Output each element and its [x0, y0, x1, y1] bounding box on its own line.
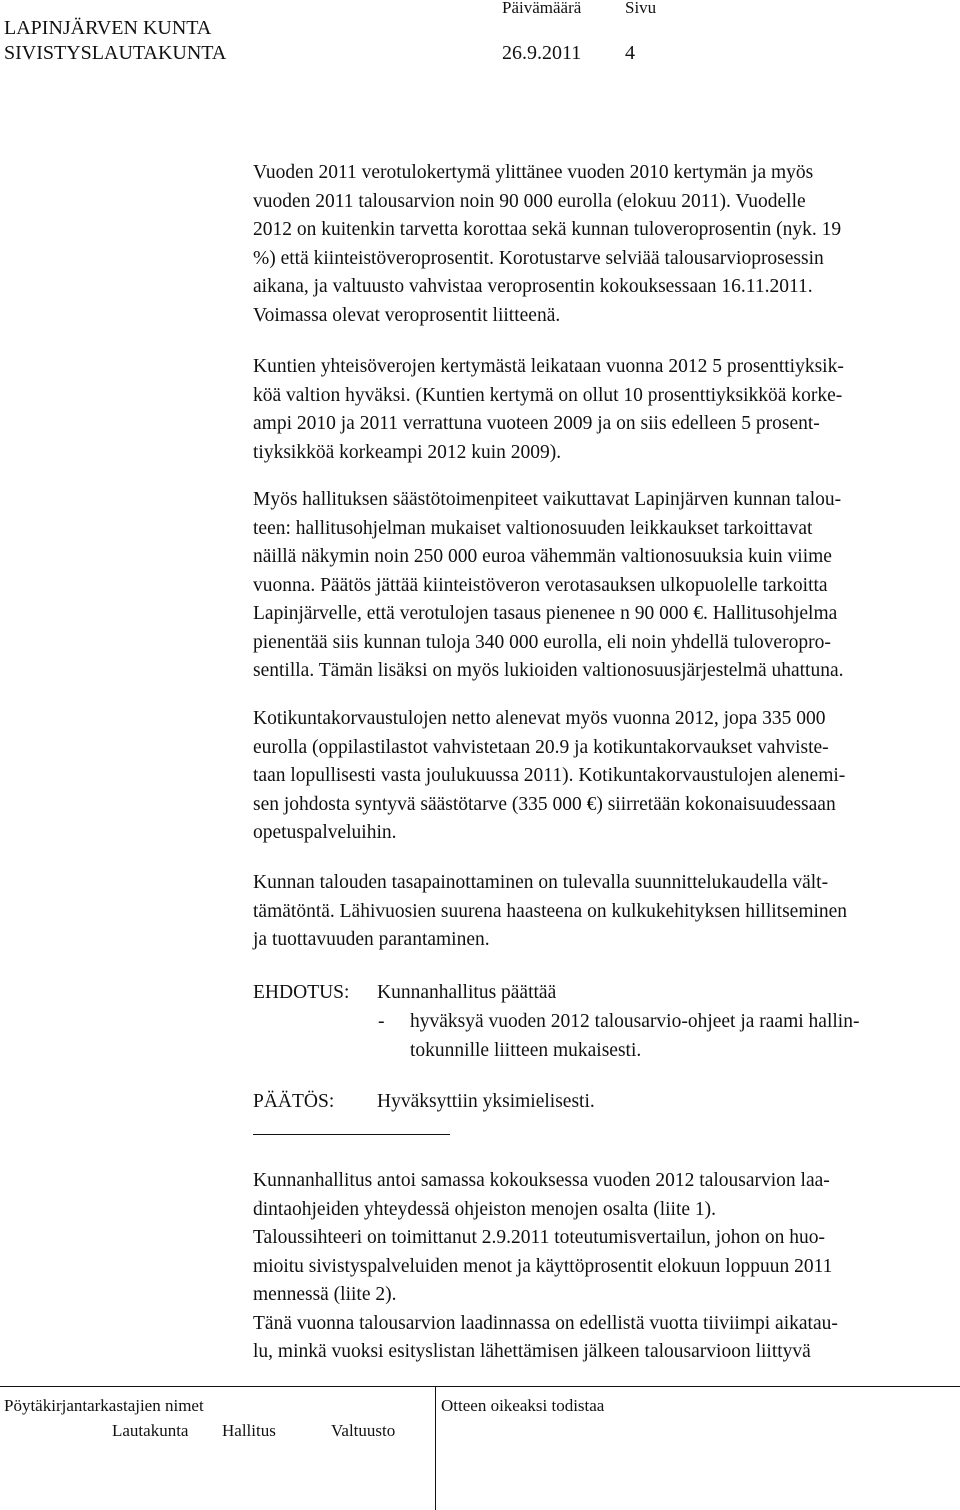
text-line: pienentää siis kunnan tuloja 340 000 eurolla, eli noin yhdellä tuloveropro- [253, 631, 831, 653]
footer-divider [435, 1386, 436, 1510]
proposal-dash: - [378, 1011, 385, 1032]
paragraph-home-municipality [253, 705, 953, 848]
text-line: sentilla. Tämän lisäksi on myös lukioiden valtionosuusjärjestelmä uhattuna. [253, 660, 844, 681]
text-line: hyväksyä vuoden 2012 talousarvio-ohjeet ja raami hallin- [410, 1011, 860, 1032]
document-date: 26.9.2011 [502, 42, 582, 64]
footer-copy-label: Otteen oikeaksi todistaa [441, 1396, 605, 1415]
proposal-text: Kunnanhallitus päättää [377, 982, 557, 1003]
page-number: 4 [625, 42, 635, 64]
paragraph-government-savings [253, 486, 953, 686]
proposal-label: EHDOTUS: [253, 982, 350, 1003]
proposal-item [410, 1008, 859, 1065]
text-line: opetuspalveluihin. [253, 822, 397, 843]
text-line: 2012 on kuitenkin tarvetta korottaa sekä kunnan tuloveroprosentin (nyk. 19 [253, 219, 842, 240]
text-line: Kuntien yhteisöverojen kertymästä leikataan vuonna 2012 5 prosenttiyksik- [253, 356, 844, 377]
text-line: Kotikuntakorvaustulojen netto alenevat myös vuonna 2012, jopa 335 000 [253, 708, 826, 729]
footer-rule [0, 1386, 960, 1387]
text-line: tokunnille liitteen mukaisesti. [410, 1039, 642, 1061]
text-line: köä valtion hyväksi. (Kuntien kertymä on ollut 10 prosenttiyksikköä korke- [253, 384, 843, 406]
text-line: mennessä (liite 2). [253, 1284, 397, 1305]
text-line: Kunnanhallitus antoi samassa kokouksessa vuoden 2012 talousarvion laa- [253, 1170, 830, 1191]
text-line: taan lopullisesti vasta joulukuussa 2011). Kotikuntakorvaustulojen alenemi- [253, 765, 846, 786]
text-line: %) että kiinteistöveroprosentit. Korotustarve selviää talousarvioprosessin [253, 247, 824, 269]
text-line: aikana, ja valtuusto vahvistaa veroprosentin kokouksessaan 16.11.2011. [253, 276, 813, 297]
separator-line [253, 1134, 450, 1135]
paragraph-tax-revenue [253, 159, 953, 330]
text-line: Lapinjärvelle, että verotulojen tasaus pienenee n 90 000 €. Hallitusohjelma [253, 603, 838, 624]
text-line: mioitu sivistyspalveluiden menot ja käyttöprosentit elokuun loppuun 2011 [253, 1255, 833, 1277]
org-name: LAPINJÄRVEN KUNTA [4, 17, 212, 39]
text-line: Taloussihteeri on toimittanut 2.9.2011 toteutumisvertailun, johon on huo- [253, 1227, 826, 1248]
text-line: vuonna. Päätös jättää kiinteistöveron verotasauksen ulkopuolelle tarkoitta [253, 574, 828, 596]
date-label: Päivämäärä [502, 0, 582, 17]
text-line: eurolla (oppilastilastot vahvistetaan 20.9 ja kotikuntakorvaukset vahviste- [253, 736, 829, 758]
text-line: Tänä vuonna talousarvion laadinnassa on edellistä vuotta tiiviimpi aikatau- [253, 1312, 838, 1334]
text-line: sen johdosta syntyvä säästötarve (335 000 €) siirretään kokonaisuudessaan [253, 793, 836, 815]
decision-text: Hyväksyttiin yksimielisesti. [377, 1091, 595, 1112]
footer-signers-label: Pöytäkirjantarkastajien nimet [4, 1396, 204, 1415]
text-line: ampi 2010 ja 2011 verrattuna vuoteen 2009 ja on siis edelleen 5 prosent- [253, 413, 820, 434]
paragraph-closing [253, 1167, 953, 1367]
text-line: tämätöntä. Lähivuosien suurena haasteena on kulkukehityksen hillitseminen [253, 900, 848, 922]
decision-label: PÄÄTÖS: [253, 1091, 335, 1112]
text-line: tiyksikköä korkeampi 2012 kuin 2009). [253, 441, 562, 463]
text-line: vuoden 2011 talousarvion noin 90 000 eurolla (elokuu 2011). Vuodelle [253, 190, 806, 212]
footer-hallitus: Hallitus [222, 1421, 276, 1440]
text-line: Kunnan talouden tasapainottaminen on tulevalla suunnittelukaudella vält- [253, 872, 829, 893]
text-line: Vuoden 2011 verotulokertymä ylittänee vuoden 2010 kertymän ja myös [253, 162, 814, 183]
paragraph-corporate-tax [253, 353, 953, 467]
text-line: ja tuottavuuden parantaminen. [253, 929, 490, 950]
text-line: lu, minkä vuoksi esityslistan lähettämisen jälkeen talousarvioon liittyvä [253, 1341, 811, 1362]
page-label: Sivu [625, 0, 657, 17]
text-line: teen: hallitusohjelman mukaiset valtionosuuden leikkaukset tarkoittavat [253, 517, 813, 539]
text-line: dintaohjeiden yhteydessä ohjeiston menojen osalta (liite 1). [253, 1198, 717, 1220]
department-name: SIVISTYSLAUTAKUNTA [4, 42, 227, 64]
footer-valtuusto: Valtuusto [331, 1421, 396, 1440]
footer-lautakunta: Lautakunta [112, 1421, 189, 1440]
text-line: näillä näkymin noin 250 000 euroa vähemmän valtionosuuksia kuin viime [253, 546, 832, 567]
paragraph-balancing [253, 869, 953, 955]
text-line: Voimassa olevat veroprosentit liitteenä. [253, 304, 561, 326]
text-line: Myös hallituksen säästötoimenpiteet vaikuttavat Lapinjärven kunnan talou- [253, 489, 842, 510]
